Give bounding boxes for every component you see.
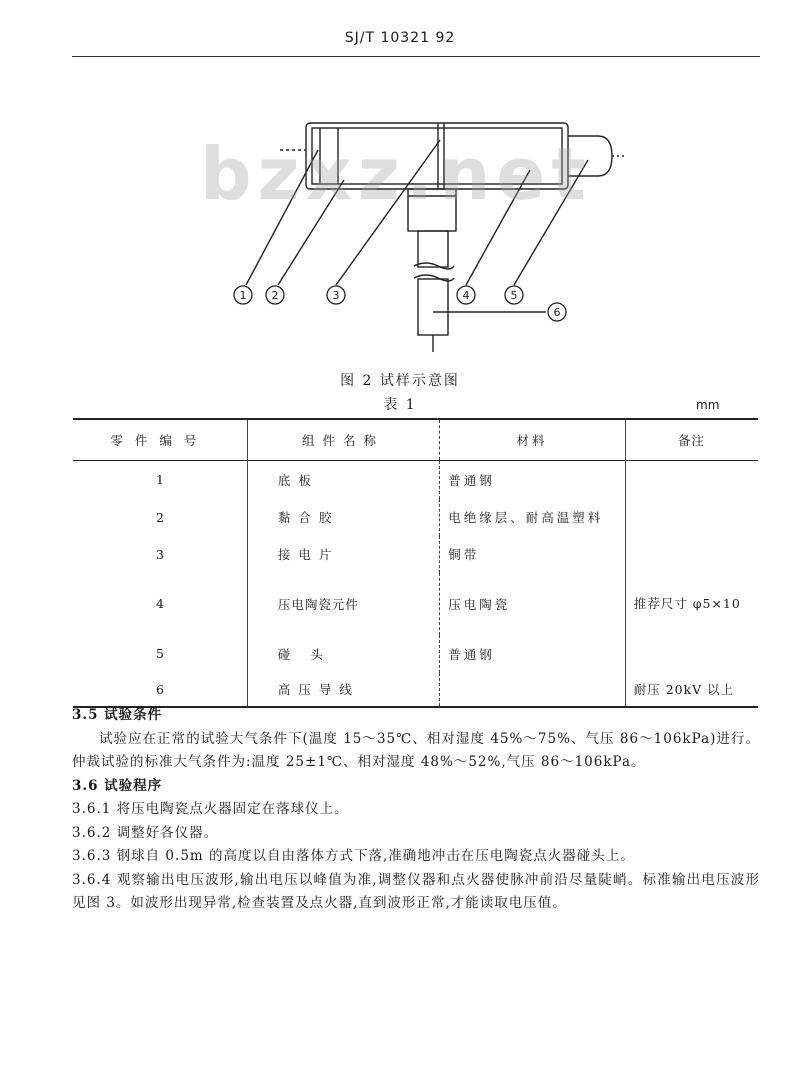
table-caption: 表 1	[383, 397, 417, 413]
table-row	[73, 573, 758, 635]
section-3-6-title: 3.6 试验程序	[72, 777, 163, 794]
cell-material: 普通钢	[440, 461, 625, 499]
cell-no: 3	[73, 536, 247, 573]
cell-no: 2	[73, 499, 247, 536]
figure-caption: 图 2 试样示意图	[340, 373, 460, 389]
cell-no: 4	[73, 573, 247, 635]
cell-name: 碰头	[247, 635, 439, 673]
table-unit: mm	[696, 398, 720, 412]
col-header-remark: 备注	[625, 419, 758, 461]
cell-material	[440, 673, 625, 707]
cell-remark	[625, 635, 758, 673]
header-rule	[72, 56, 760, 57]
col-header-name: 组件名称	[247, 419, 439, 461]
cell-name: 压电陶瓷元件	[247, 573, 439, 635]
cell-name: 高压导线	[247, 673, 439, 707]
section-3-6-4: 3.6.4 观察输出电压波形,输出电压以峰值为准,调整仪器和点火器使脉冲前沿尽量陡峭。标准输出电压波形见图 3。如波形出现异常,检查装置及点火器,直到波形正常,才能读取电压值。	[72, 871, 760, 911]
callout-5: 5	[510, 289, 518, 302]
cell-material: 压电陶瓷	[440, 573, 625, 635]
table-row	[73, 461, 758, 499]
cell-name: 底板	[247, 461, 439, 499]
callout-6: 6	[553, 306, 561, 319]
cell-remark: 耐压 20kV 以上	[625, 673, 758, 707]
cell-remark	[625, 536, 758, 573]
section-3-6-2: 3.6.2 调整好各仪器。	[72, 824, 219, 841]
watermark: bzxz.net	[200, 132, 592, 216]
cell-remark	[625, 499, 758, 536]
section-3-5-body: 试验应在正常的试验大气条件下(温度 15～35℃、相对湿度 45%～75%、气压 86～106kPa)进行。仲裁试验的标准大气条件为:温度 25±1℃、相对湿度 48%～52%,气压 86～106kPa。	[72, 730, 760, 770]
section-3-6-1: 3.6.1 将压电陶瓷点火器固定在落球仪上。	[72, 801, 349, 817]
cell-remark	[625, 461, 758, 499]
col-header-no: 零件编号	[73, 419, 247, 461]
table-row	[73, 635, 758, 673]
cell-name: 接电片	[247, 536, 439, 573]
cell-remark: 推荐尺寸 φ5×10	[633, 595, 741, 611]
section-3-6-3: 3.6.3 钢球自 0.5m 的高度以自由落体方式下落,准确地冲击在压电陶瓷点火器碰头上。	[72, 848, 635, 864]
cell-material: 普通钢	[440, 635, 625, 673]
table-row	[73, 536, 758, 573]
cell-name: 黏合胶	[247, 499, 439, 536]
table-row	[73, 673, 758, 707]
header-code: SJ/T 10321 92	[344, 30, 456, 46]
callout-3: 3	[332, 289, 340, 302]
table-header-row	[73, 419, 758, 461]
callout-4: 4	[462, 289, 470, 302]
col-header-material: 材料	[440, 419, 625, 461]
cell-material: 铜带	[440, 536, 625, 573]
cell-material: 电绝缘层、耐高温塑料	[440, 499, 625, 536]
callout-1: 1	[239, 289, 247, 302]
parts-table	[73, 418, 758, 708]
cell-no: 5	[73, 635, 247, 673]
callout-2: 2	[271, 289, 279, 302]
body-text	[72, 704, 760, 916]
section-3-5-title: 3.5 试验条件	[72, 707, 163, 723]
table-row	[73, 499, 758, 536]
cell-no: 1	[73, 461, 247, 499]
cell-no: 6	[73, 673, 247, 707]
